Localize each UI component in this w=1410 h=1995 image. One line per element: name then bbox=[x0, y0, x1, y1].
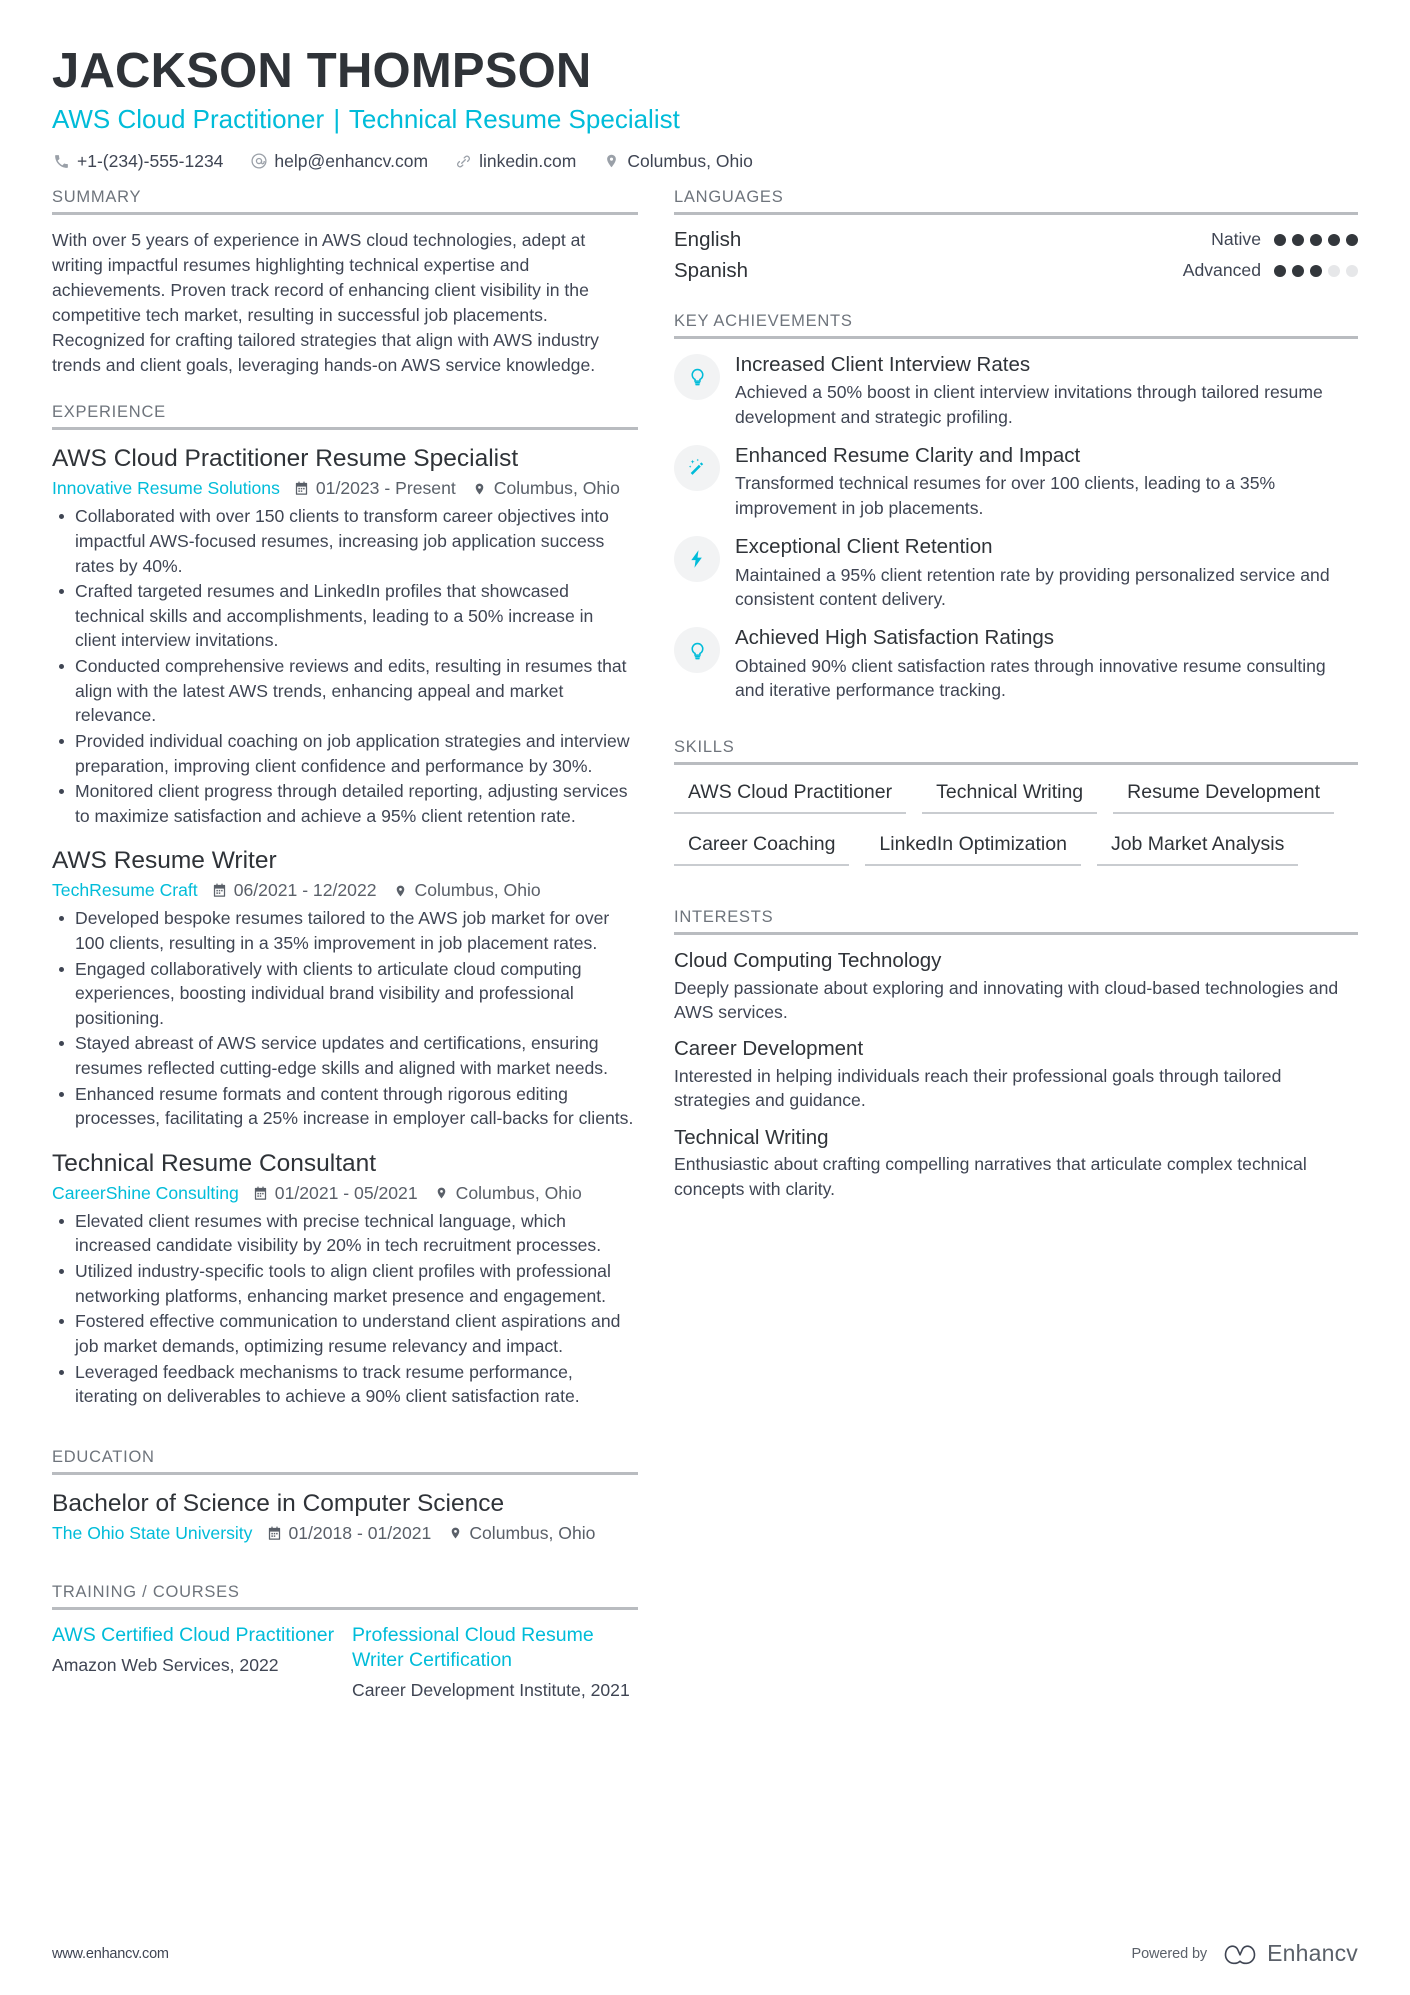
experience-entry bbox=[52, 1148, 638, 1409]
education-dates bbox=[266, 1523, 431, 1544]
education-degree: Bachelor of Science in Computer Science bbox=[52, 1489, 505, 1517]
course-name[interactable]: AWS Certified Cloud Practitioner bbox=[52, 1623, 335, 1646]
footer-website[interactable]: www.enhancv.com bbox=[52, 1945, 169, 1962]
rating-dot bbox=[1274, 234, 1286, 246]
experience-company[interactable]: CareerShine Consulting bbox=[52, 1182, 239, 1203]
section-title-skills: SKILLS bbox=[674, 738, 735, 757]
experience-bullets bbox=[52, 1209, 638, 1409]
location-pin-icon bbox=[602, 152, 621, 171]
course-organization: Career Development Institute, 2021 bbox=[352, 1679, 630, 1700]
enhancv-logo bbox=[1223, 1940, 1358, 1967]
spacer bbox=[674, 886, 1358, 908]
experience-location-text: Columbus, Ohio bbox=[414, 880, 541, 901]
right-column bbox=[674, 188, 1358, 1213]
achievement-body bbox=[735, 534, 1358, 611]
education-dates-text: 01/2018 - 01/2021 bbox=[288, 1522, 432, 1543]
bullet-item: Conducted comprehensive reviews and edits, resulting in resumes that align with the latest AWS trends, enhancing appeal and market relevance. bbox=[52, 654, 638, 728]
resume-columns bbox=[52, 188, 1358, 1707]
spacer bbox=[52, 1561, 638, 1583]
course-item bbox=[52, 1623, 352, 1703]
language-item bbox=[674, 259, 1358, 283]
rating-dot bbox=[1274, 265, 1286, 277]
location-pin-icon bbox=[434, 1185, 450, 1201]
candidate-name: JACKSON THOMPSON bbox=[52, 44, 592, 98]
experience-dates bbox=[253, 1183, 418, 1204]
achievement-item bbox=[674, 534, 1358, 611]
interest-text: Deeply passionate about exploring and innovating with cloud-based technologies and AWS services. bbox=[674, 977, 1339, 1023]
bullet-item: Enhanced resume formats and content through rigorous editing processes, facilitating a 25% increase in employer call-backs for clients. bbox=[52, 1082, 638, 1131]
section-rule bbox=[674, 762, 1358, 765]
experience-entry bbox=[52, 443, 638, 828]
interest-title: Cloud Computing Technology bbox=[674, 949, 942, 973]
section-rule bbox=[52, 427, 638, 430]
interest-text: Enthusiastic about crafting compelling narratives that articulate complex technical concepts with clarity. bbox=[674, 1154, 1307, 1199]
spacer bbox=[674, 716, 1358, 738]
achievement-text: Achieved a 50% boost in client interview invitations through tailored resume development and strategic profiling. bbox=[735, 382, 1323, 427]
role-separator: | bbox=[333, 103, 341, 134]
bullet-item: Stayed abreast of AWS service updates and certifications, ensuring resumes reflected cutting-edge skills and aligned with market needs. bbox=[52, 1031, 638, 1080]
section-title-key-achievements: KEY ACHIEVEMENTS bbox=[674, 311, 853, 330]
section-rule bbox=[52, 1607, 638, 1610]
bullet-item: Fostered effective communication to understand client aspirations and job market demands, optimizing resume relevancy and impact. bbox=[52, 1309, 638, 1358]
section-title-summary: SUMMARY bbox=[52, 187, 142, 206]
experience-dates-text: 06/2021 - 12/2022 bbox=[233, 880, 377, 901]
lightning-bolt-icon bbox=[674, 536, 720, 582]
experience-location bbox=[472, 478, 620, 499]
section-interests bbox=[674, 908, 1358, 1200]
experience-meta bbox=[52, 880, 638, 901]
skill-tag: AWS Cloud Practitioner bbox=[674, 778, 906, 814]
experience-bullets bbox=[52, 906, 638, 1131]
candidate-role bbox=[52, 103, 1358, 137]
language-rating bbox=[1183, 260, 1358, 281]
experience-dates-text: 01/2021 - 05/2021 bbox=[274, 1182, 418, 1203]
rating-dot bbox=[1310, 234, 1322, 246]
email-icon bbox=[249, 152, 268, 171]
contact-phone[interactable] bbox=[52, 151, 223, 172]
section-skills bbox=[674, 738, 1358, 882]
location-pin-icon bbox=[393, 883, 409, 899]
experience-dates bbox=[212, 880, 377, 901]
spacer bbox=[674, 290, 1358, 312]
location-pin-icon bbox=[472, 481, 488, 497]
achievement-item bbox=[674, 625, 1358, 702]
courses-list bbox=[52, 1623, 638, 1703]
powered-by-label: Powered by bbox=[1131, 1945, 1208, 1962]
lightbulb-icon bbox=[674, 354, 720, 400]
contact-link[interactable] bbox=[454, 151, 576, 172]
role-secondary: Technical Resume Specialist bbox=[348, 103, 680, 134]
achievement-item bbox=[674, 352, 1358, 429]
achievement-title: Exceptional Client Retention bbox=[735, 534, 993, 558]
experience-location-text: Columbus, Ohio bbox=[493, 478, 620, 499]
interest-text: Interested in helping individuals reach their professional goals through tailored strategies and guidance. bbox=[674, 1066, 1282, 1111]
contact-email-text: help@enhancv.com bbox=[274, 150, 429, 171]
summary-text: With over 5 years of experience in AWS cloud technologies, adept at writing impactful resumes highlighting technical expertise and achievements. Proven track record of enhancing client visibility in the competitive tech market, resulting in successful job placements. Recognized for crafting tailored strategies that align with AWS industry trends and client goals, leveraging hands-on AWS service knowledge. bbox=[52, 229, 599, 375]
calendar-icon bbox=[294, 481, 310, 497]
achievement-item bbox=[674, 443, 1358, 520]
course-item bbox=[352, 1623, 652, 1703]
bullet-item: Engaged collaboratively with clients to articulate cloud computing experiences, boosting individual brand visibility and professional positioning. bbox=[52, 957, 638, 1031]
experience-company[interactable]: TechResume Craft bbox=[52, 880, 198, 901]
experience-dates-text: 01/2023 - Present bbox=[315, 478, 456, 499]
spacer bbox=[52, 1426, 638, 1448]
section-rule bbox=[52, 1472, 638, 1475]
experience-location-text: Columbus, Ohio bbox=[455, 1182, 582, 1203]
achievement-title: Achieved High Satisfaction Ratings bbox=[735, 626, 1055, 650]
experience-company[interactable]: Innovative Resume Solutions bbox=[52, 478, 280, 499]
achievement-body bbox=[735, 625, 1358, 702]
calendar-icon bbox=[212, 883, 228, 899]
skills-list bbox=[674, 778, 1358, 882]
experience-dates bbox=[294, 478, 456, 499]
education-entry bbox=[52, 1488, 638, 1544]
section-summary bbox=[52, 188, 638, 378]
language-level: Native bbox=[1211, 229, 1261, 250]
achievement-title: Enhanced Resume Clarity and Impact bbox=[735, 443, 1081, 467]
achievement-text: Obtained 90% client satisfaction rates through innovative resume consulting and iterative performance tracking. bbox=[735, 655, 1326, 701]
education-meta bbox=[52, 1523, 638, 1544]
contact-link-text: linkedin.com bbox=[479, 150, 577, 171]
experience-bullets bbox=[52, 504, 638, 828]
section-title-interests: INTERESTS bbox=[674, 908, 774, 927]
achievement-text: Transformed technical resumes for over 100 clients, leading to a 35% improvement in job placements. bbox=[735, 473, 1276, 518]
achievement-title: Increased Client Interview Rates bbox=[735, 352, 1031, 376]
experience-job-title: Technical Resume Consultant bbox=[52, 1149, 377, 1177]
section-languages bbox=[674, 188, 1358, 283]
language-rating bbox=[1211, 229, 1358, 250]
bullet-item: Developed bespoke resumes tailored to the AWS job market for over 100 clients, resulting in a 35% improvement in job placement rates. bbox=[52, 906, 638, 955]
link-icon bbox=[454, 152, 473, 171]
resume-footer bbox=[52, 1940, 1358, 1967]
section-rule bbox=[52, 212, 638, 215]
contact-location bbox=[602, 151, 752, 172]
education-school[interactable]: The Ohio State University bbox=[52, 1522, 253, 1543]
spacer bbox=[52, 381, 638, 403]
contact-row bbox=[52, 151, 1358, 172]
location-pin-icon bbox=[447, 1525, 463, 1541]
section-title-experience: EXPERIENCE bbox=[52, 403, 166, 422]
section-education bbox=[52, 1448, 638, 1544]
magic-wand-icon bbox=[674, 445, 720, 491]
rating-dot bbox=[1328, 265, 1340, 277]
rating-dot bbox=[1346, 234, 1358, 246]
calendar-icon bbox=[253, 1185, 269, 1201]
experience-location bbox=[434, 1183, 582, 1204]
experience-location bbox=[393, 880, 541, 901]
section-training bbox=[52, 1583, 638, 1703]
experience-meta bbox=[52, 1183, 638, 1204]
resume-header bbox=[52, 44, 1358, 172]
experience-meta bbox=[52, 478, 638, 499]
rating-dot bbox=[1292, 265, 1304, 277]
achievement-body bbox=[735, 352, 1358, 429]
section-rule bbox=[674, 212, 1358, 215]
contact-phone-text: +1-(234)-555-1234 bbox=[77, 150, 224, 171]
contact-email[interactable] bbox=[249, 151, 428, 172]
bullet-item: Monitored client progress through detailed reporting, adjusting services to maximize satisfaction and achieve a 95% client retention rate. bbox=[52, 779, 638, 828]
section-experience bbox=[52, 403, 638, 1408]
skill-tag: Resume Development bbox=[1113, 778, 1334, 814]
section-rule bbox=[674, 336, 1358, 339]
interest-title: Technical Writing bbox=[674, 1125, 829, 1149]
language-item bbox=[674, 228, 1358, 252]
language-dots bbox=[1274, 234, 1358, 246]
enhancv-mark-icon bbox=[1223, 1942, 1257, 1966]
left-column bbox=[52, 188, 652, 1707]
calendar-icon bbox=[266, 1525, 282, 1541]
bullet-item: Collaborated with over 150 clients to transform career objectives into impactful AWS-focused resumes, increasing job application success rates by 40%. bbox=[52, 504, 638, 578]
achievement-text: Maintained a 95% client retention rate by providing personalized service and consistent content delivery. bbox=[735, 564, 1330, 609]
footer-brand-area bbox=[1132, 1940, 1359, 1967]
interest-item bbox=[674, 1125, 1358, 1201]
section-title-training: TRAINING / COURSES bbox=[52, 1582, 240, 1601]
bullet-item: Leveraged feedback mechanisms to track resume performance, iterating on deliverables to achieve a 90% client satisfaction rate. bbox=[52, 1360, 638, 1409]
experience-entry bbox=[52, 845, 638, 1130]
rating-dot bbox=[1292, 234, 1304, 246]
course-name[interactable]: Professional Cloud Resume Writer Certification bbox=[352, 1623, 594, 1671]
bullet-item: Utilized industry-specific tools to align client profiles with professional networking platforms, enhancing market presence and engagement. bbox=[52, 1259, 638, 1308]
rating-dot bbox=[1346, 265, 1358, 277]
bullet-item: Crafted targeted resumes and LinkedIn profiles that showcased technical skills and accomplishments, leading to a 50% increase in client interview invitations. bbox=[52, 579, 638, 653]
language-name: Spanish bbox=[674, 258, 749, 282]
skill-tag: Technical Writing bbox=[922, 778, 1097, 814]
achievement-body bbox=[735, 443, 1358, 520]
section-key-achievements bbox=[674, 312, 1358, 703]
section-title-languages: LANGUAGES bbox=[674, 187, 784, 206]
course-organization: Amazon Web Services, 2022 bbox=[52, 1654, 279, 1675]
bullet-item: Provided individual coaching on job application strategies and interview preparation, improving client confidence and performance by 30%. bbox=[52, 729, 638, 778]
contact-location-text: Columbus, Ohio bbox=[627, 150, 753, 171]
skill-tag: LinkedIn Optimization bbox=[865, 830, 1081, 866]
skill-tag: Job Market Analysis bbox=[1097, 830, 1298, 866]
experience-job-title: AWS Resume Writer bbox=[52, 847, 277, 875]
interest-title: Career Development bbox=[674, 1037, 864, 1061]
section-rule bbox=[674, 932, 1358, 935]
enhancv-wordmark: Enhancv bbox=[1267, 1940, 1358, 1966]
language-name: English bbox=[674, 227, 742, 251]
language-dots bbox=[1274, 265, 1358, 277]
experience-job-title: AWS Cloud Practitioner Resume Specialist bbox=[52, 445, 519, 473]
education-location bbox=[447, 1523, 595, 1544]
lightbulb-icon bbox=[674, 627, 720, 673]
phone-icon bbox=[52, 152, 71, 171]
role-primary: AWS Cloud Practitioner bbox=[52, 103, 325, 134]
section-title-education: EDUCATION bbox=[52, 1447, 155, 1466]
interest-item bbox=[674, 1036, 1358, 1112]
bullet-item: Elevated client resumes with precise technical language, which increased candidate visibility by 20% in tech recruitment processes. bbox=[52, 1209, 638, 1258]
language-level: Advanced bbox=[1182, 260, 1261, 281]
rating-dot bbox=[1310, 265, 1322, 277]
rating-dot bbox=[1328, 234, 1340, 246]
education-location-text: Columbus, Ohio bbox=[469, 1522, 596, 1543]
skill-tag: Career Coaching bbox=[674, 830, 849, 866]
interest-item bbox=[674, 948, 1358, 1024]
